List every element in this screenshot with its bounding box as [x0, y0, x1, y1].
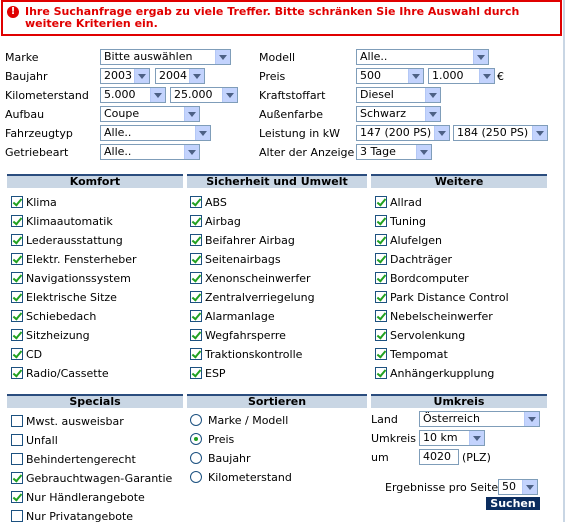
- land-label: Land: [371, 413, 398, 426]
- checkbox-label: Klimaautomatik: [26, 214, 113, 228]
- chevron-down-icon: [184, 145, 199, 159]
- sicherheit-item[interactable]: [190, 309, 275, 323]
- chevron-down-icon: [434, 126, 449, 140]
- checkbox-label: Nebelscheinwerfer: [390, 309, 493, 323]
- sicherheit-item[interactable]: [190, 290, 315, 304]
- checkbox[interactable]: [11, 348, 23, 360]
- specials-item[interactable]: [11, 433, 58, 447]
- radio[interactable]: [190, 471, 202, 483]
- chevron-down-icon: [522, 480, 537, 494]
- checkbox[interactable]: [375, 291, 387, 303]
- specials-item[interactable]: [11, 490, 145, 504]
- chevron-down-icon: [469, 431, 484, 445]
- komfort-item[interactable]: [11, 290, 117, 304]
- checkbox-label: Unfall: [26, 433, 58, 447]
- checkbox[interactable]: [190, 234, 202, 246]
- preis-to-select[interactable]: 1.000: [428, 68, 495, 84]
- checkbox[interactable]: [190, 367, 202, 379]
- checkbox-label: Park Distance Control: [390, 290, 509, 304]
- plz-input[interactable]: 4020: [419, 449, 459, 465]
- search-button[interactable]: Suchen: [486, 497, 540, 510]
- checkbox-label: Sitzheizung: [26, 328, 90, 342]
- checkbox[interactable]: [190, 196, 202, 208]
- checkbox[interactable]: [11, 434, 23, 446]
- farbe-label: Außenfarbe: [259, 108, 324, 121]
- checkbox[interactable]: [11, 215, 23, 227]
- land-select[interactable]: Österreich: [419, 411, 540, 427]
- checkbox-label: ESP: [205, 366, 226, 380]
- checkbox-label: Anhängerkupplung: [390, 366, 495, 380]
- radio[interactable]: [190, 433, 202, 445]
- preis-from-select[interactable]: 500: [356, 68, 424, 84]
- chevron-down-icon: [189, 69, 204, 83]
- radio[interactable]: [190, 452, 202, 464]
- chevron-down-icon: [184, 107, 199, 121]
- getriebe-label: Getriebeart: [5, 146, 69, 159]
- checkbox[interactable]: [375, 196, 387, 208]
- weitere-item[interactable]: [375, 328, 465, 342]
- checkbox[interactable]: [11, 367, 23, 379]
- chevron-down-icon: [532, 126, 547, 140]
- chevron-down-icon: [416, 145, 431, 159]
- checkbox[interactable]: [190, 253, 202, 265]
- modell-label: Modell: [259, 51, 296, 64]
- komfort-item[interactable]: [11, 252, 137, 266]
- checkbox[interactable]: [375, 215, 387, 227]
- checkbox[interactable]: [11, 253, 23, 265]
- getriebe-select[interactable]: Alle..: [100, 144, 200, 160]
- aufbau-select[interactable]: Coupe: [100, 106, 200, 122]
- checkbox[interactable]: [375, 234, 387, 246]
- checkbox-label: ABS: [205, 195, 227, 209]
- komfort-item[interactable]: [11, 309, 96, 323]
- checkbox-label: Klima: [26, 195, 57, 209]
- checkbox-label: Beifahrer Airbag: [205, 233, 295, 247]
- checkbox-label: Tempomat: [390, 347, 448, 361]
- sicherheit-item[interactable]: [190, 195, 227, 209]
- checkbox[interactable]: [11, 196, 23, 208]
- checkbox[interactable]: [190, 291, 202, 303]
- alert-message: Ihre Suchanfrage ergab zu viele Treffer. Bitte schränken Sie Ihre Auswahl durch weitere Kriterien ein.: [25, 5, 520, 30]
- checkbox[interactable]: [375, 348, 387, 360]
- checkbox-label: Zentralverriegelung: [205, 290, 315, 304]
- komfort-item[interactable]: [11, 347, 42, 361]
- komfort-item[interactable]: [11, 328, 90, 342]
- weitere-item[interactable]: [375, 347, 448, 361]
- checkbox-label: Alufelgen: [390, 233, 442, 247]
- chevron-down-icon: [473, 50, 488, 64]
- per-page-label: Ergebnisse pro Seite: [385, 481, 499, 494]
- checkbox[interactable]: [190, 329, 202, 341]
- checkbox-label: Alarmanlage: [205, 309, 275, 323]
- chevron-down-icon: [479, 69, 494, 83]
- checkbox-label: Xenonscheinwerfer: [205, 271, 311, 285]
- weitere-item[interactable]: [375, 271, 469, 285]
- checkbox-label: Airbag: [205, 214, 241, 228]
- um-label: um: [371, 451, 389, 464]
- checkbox[interactable]: [11, 472, 23, 484]
- sicherheit-item[interactable]: [190, 233, 295, 247]
- checkbox-label: Seitenairbags: [205, 252, 281, 266]
- checkbox[interactable]: [11, 491, 23, 503]
- chevron-down-icon: [195, 126, 210, 140]
- typ-label: Fahrzeugtyp: [5, 127, 73, 140]
- checkbox-label: CD: [26, 347, 43, 361]
- chevron-down-icon: [134, 69, 149, 83]
- leistung-to-select[interactable]: 184 (250 PS): [453, 125, 548, 141]
- km-to-select[interactable]: 25.000: [170, 87, 238, 103]
- checkbox[interactable]: [11, 415, 23, 427]
- km-label: Kilometerstand: [5, 89, 89, 102]
- chevron-down-icon: [150, 88, 165, 102]
- checkbox-label: Elektr. Fensterheber: [26, 252, 137, 266]
- specials-item[interactable]: [11, 509, 133, 522]
- sicherheit-item[interactable]: [190, 252, 281, 266]
- checkbox-label: Nur Händlerangebote: [26, 490, 145, 504]
- alter-select[interactable]: 3 Tage: [356, 144, 432, 160]
- umkreis-select[interactable]: 10 km: [419, 430, 485, 446]
- currency-label: €: [497, 70, 504, 83]
- checkbox[interactable]: [190, 310, 202, 322]
- chevron-down-icon: [425, 88, 440, 102]
- umkreis-header: Umkreis: [371, 394, 547, 408]
- checkbox-label: Behindertengerecht: [26, 452, 136, 466]
- checkbox[interactable]: [190, 348, 202, 360]
- baujahr-from-select[interactable]: 2003: [100, 68, 150, 84]
- checkbox[interactable]: [11, 272, 23, 284]
- farbe-select[interactable]: Schwarz: [356, 106, 441, 122]
- kraftstoff-select[interactable]: Diesel: [356, 87, 441, 103]
- baujahr-label: Baujahr: [5, 70, 48, 83]
- komfort-header: Komfort: [7, 174, 183, 188]
- sicherheit-item[interactable]: [190, 347, 302, 361]
- chevron-down-icon: [425, 107, 440, 121]
- sicherheit-item[interactable]: [190, 271, 310, 285]
- sort-option[interactable]: [190, 451, 251, 465]
- checkbox[interactable]: [11, 510, 23, 522]
- checkbox[interactable]: [11, 453, 23, 465]
- checkbox-label: Elektrische Sitze: [26, 290, 117, 304]
- checkbox-label: Bordcomputer: [390, 271, 469, 285]
- radio-label: Preis: [208, 432, 235, 446]
- chevron-down-icon: [524, 412, 539, 426]
- checkbox-label: Schiebedach: [26, 309, 97, 323]
- chevron-down-icon: [215, 50, 230, 64]
- checkbox[interactable]: [190, 215, 202, 227]
- checkbox-label: Lederausstattung: [26, 233, 123, 247]
- plz-label: (PLZ): [462, 451, 491, 464]
- sort-option[interactable]: [190, 470, 292, 484]
- checkbox-label: Tuning: [390, 214, 427, 228]
- alert-icon: !: [7, 6, 19, 18]
- checkbox[interactable]: [375, 310, 387, 322]
- checkbox[interactable]: [375, 253, 387, 265]
- checkbox[interactable]: [375, 272, 387, 284]
- checkbox-label: Navigationssystem: [26, 271, 131, 285]
- komfort-item[interactable]: [11, 195, 57, 209]
- checkbox-label: Dachträger: [390, 252, 453, 266]
- checkbox[interactable]: [375, 329, 387, 341]
- komfort-item[interactable]: [11, 366, 109, 380]
- specials-item[interactable]: [11, 471, 172, 485]
- checkbox-label: Wegfahrsperre: [205, 328, 286, 342]
- checkbox[interactable]: [11, 291, 23, 303]
- checkbox-label: Gebrauchtwagen-Garantie: [26, 471, 173, 485]
- checkbox-label: Allrad: [390, 195, 422, 209]
- sortieren-header: Sortieren: [187, 394, 367, 408]
- typ-select[interactable]: Alle..: [100, 125, 211, 141]
- checkbox-label: Radio/Cassette: [26, 366, 109, 380]
- radio-label: Kilometerstand: [208, 470, 292, 484]
- chevron-down-icon: [222, 88, 237, 102]
- sicherheit-item[interactable]: [190, 366, 226, 380]
- weitere-item[interactable]: [375, 290, 509, 304]
- radio[interactable]: [190, 414, 202, 426]
- weitere-header: Weitere: [371, 174, 547, 188]
- leistung-from-select[interactable]: 147 (200 PS): [356, 125, 450, 141]
- sicherheit-header: Sicherheit und Umwelt: [187, 174, 367, 188]
- chevron-down-icon: [408, 69, 423, 83]
- aufbau-label: Aufbau: [5, 108, 45, 121]
- weitere-item[interactable]: [375, 214, 426, 228]
- weitere-item[interactable]: [375, 233, 442, 247]
- modell-select[interactable]: Alle..: [356, 49, 489, 65]
- umkreis-label: Umkreis: [371, 432, 416, 445]
- weitere-item[interactable]: [375, 195, 422, 209]
- per-page-select[interactable]: 50: [498, 479, 538, 495]
- sort-option[interactable]: [190, 413, 288, 427]
- weitere-item[interactable]: [375, 309, 493, 323]
- error-alert: [1, 0, 562, 36]
- radio-label: Marke / Modell: [208, 413, 289, 427]
- weitere-item[interactable]: [375, 252, 452, 266]
- checkbox[interactable]: [375, 367, 387, 379]
- checkbox[interactable]: [11, 234, 23, 246]
- alter-label: Alter der Anzeige: [259, 146, 355, 159]
- sicherheit-item[interactable]: [190, 214, 241, 228]
- checkbox-label: Servolenkung: [390, 328, 466, 342]
- specials-header: Specials: [7, 394, 183, 408]
- specials-item[interactable]: [11, 452, 136, 466]
- checkbox-label: Nur Privatangebote: [26, 509, 134, 522]
- km-from-select[interactable]: 5.000: [100, 87, 166, 103]
- checkbox-label: Mwst. ausweisbar: [26, 414, 124, 428]
- sicherheit-item[interactable]: [190, 328, 286, 342]
- marke-select[interactable]: Bitte auswählen: [100, 49, 231, 65]
- weitere-item[interactable]: [375, 366, 494, 380]
- marke-label: Marke: [5, 51, 39, 64]
- checkbox-label: Traktionskontrolle: [205, 347, 303, 361]
- kraftstoff-label: Kraftstoffart: [259, 89, 326, 102]
- radio-label: Baujahr: [208, 451, 251, 465]
- preis-label: Preis: [259, 70, 286, 83]
- komfort-item[interactable]: [11, 214, 113, 228]
- sort-option[interactable]: [190, 432, 234, 446]
- checkbox[interactable]: [11, 310, 23, 322]
- checkbox[interactable]: [11, 329, 23, 341]
- komfort-item[interactable]: [11, 271, 131, 285]
- leistung-label: Leistung in kW: [259, 127, 340, 140]
- komfort-item[interactable]: [11, 233, 123, 247]
- specials-item[interactable]: [11, 414, 124, 428]
- baujahr-to-select[interactable]: 2004: [155, 68, 205, 84]
- checkbox[interactable]: [190, 272, 202, 284]
